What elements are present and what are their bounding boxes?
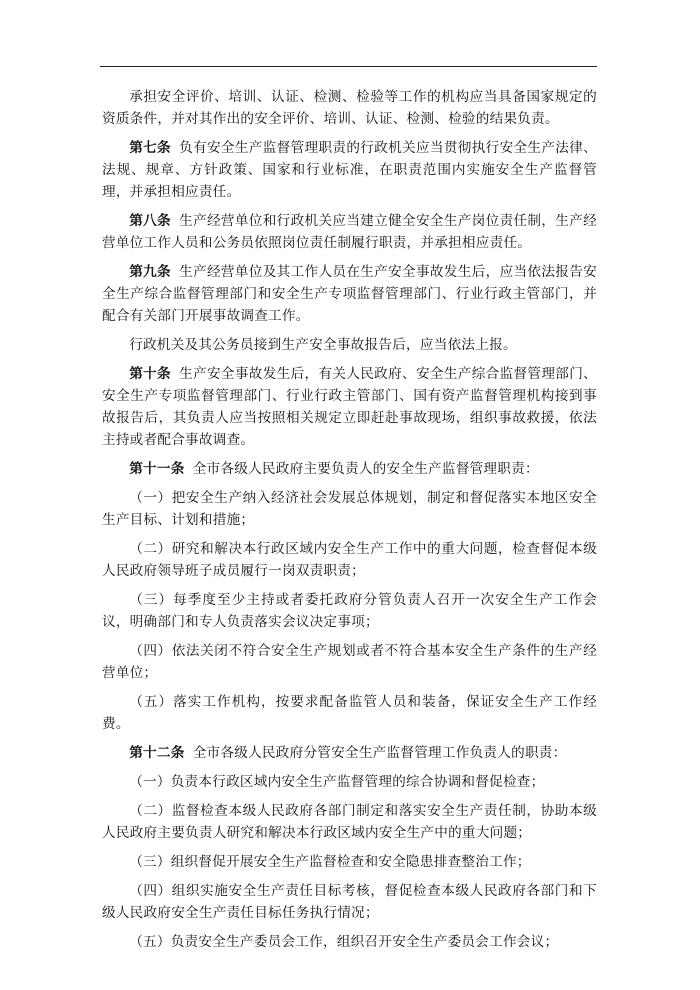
list-item: （五）负责安全生产委员会工作，组织召开安全生产委员会工作会议； [129,934,559,950]
article-12 [102,742,597,764]
article-label: 第九条 [129,264,171,280]
header-rule [100,66,597,67]
list-item: （三）组织督促开展安全生产监督检查和安全隐患排查整治工作； [129,854,531,870]
list-item: （一）把安全生产纳入经济社会发展总体规划，制定和督促落实本地区安全生产目标、计划和措施； [102,490,597,528]
paragraph-text: 承担安全评价、培训、认证、检测、检验等工作的机构应当具备国家规定的资质条件，并对其作出的安全评价、培训、认证、检测、检验的结果负责。 [102,89,597,127]
article-text: 生产经营单位及其工作人员在生产安全事故发生后，应当依法报告安全生产综合监督管理部门和安全生产专项监督管理部门、行业行政主管部门，并配合有关部门开展事故调查工作。 [102,264,597,324]
article-text: 生产安全事故发生后，有关人民政府、安全生产综合监督管理部门、安全生产专项监督管理部门、行业行政主管部门、国有资产监督管理机构接到事故报告后，其负责人应当按照相关规定立即赶赴事故现场，组织事故救援，依法主持或者配合事故调查。 [102,366,597,448]
paragraph-text: 行政机关及其公务员接到生产安全事故报告后，应当依法上报。 [129,337,517,353]
list-item: （四）依法关闭不符合安全生产规划或者不符合基本安全生产条件的生产经营单位； [102,643,597,681]
article-text: 全市各级人民政府主要负责人的安全生产监督管理职责： [192,461,539,477]
article-label: 第十二条 [129,745,185,761]
article-label: 第十一条 [129,461,185,477]
list-item: （一）负责本行政区域内安全生产监督管理的综合协调和督促检查； [129,774,545,790]
article-9 [102,261,597,327]
article-11 [102,458,597,480]
article-8 [102,210,597,254]
list-item: （五）落实工作机构，按要求配备监管人员和装备，保证安全生产工作经费。 [102,694,597,732]
article-text: 负有安全生产监督管理职责的行政机关应当贯彻执行安全生产法律、法规、规章、方针政策、国家和行业标准，在职责范围内实施安全生产监督管理，并承担相应责任。 [102,140,597,200]
article-text: 全市各级人民政府分管安全生产监督管理工作负责人的职责： [192,745,567,761]
list-item: （二）监督检查本级人民政府各部门制定和落实安全生产责任制，协助本级人民政府主要负责人研究和解决本行政区域内安全生产中的重大问题； [102,803,597,841]
document-body [102,86,597,960]
article-text: 生产经营单位和行政机关应当建立健全安全生产岗位责任制，生产经营单位工作人员和公务员依照岗位责任制履行职责，并承担相应责任。 [102,213,597,251]
article-label: 第七条 [129,140,171,156]
article-7 [102,137,597,203]
article-10 [102,363,597,451]
article-label: 第十条 [129,366,171,382]
list-item: （四）组织实施安全生产责任目标考核，督促检查本级人民政府各部门和下级人民政府安全生产责任目标任务执行情况； [102,883,597,921]
article-label: 第八条 [129,213,171,229]
list-item: （二）研究和解决本行政区域内安全生产工作中的重大问题，检查督促本级人民政府领导班子成员履行一岗双责职责； [102,541,597,579]
list-item: （三）每季度至少主持或者委托政府分管负责人召开一次安全生产工作会议，明确部门和专人负责落实会议决定事项； [102,592,597,630]
